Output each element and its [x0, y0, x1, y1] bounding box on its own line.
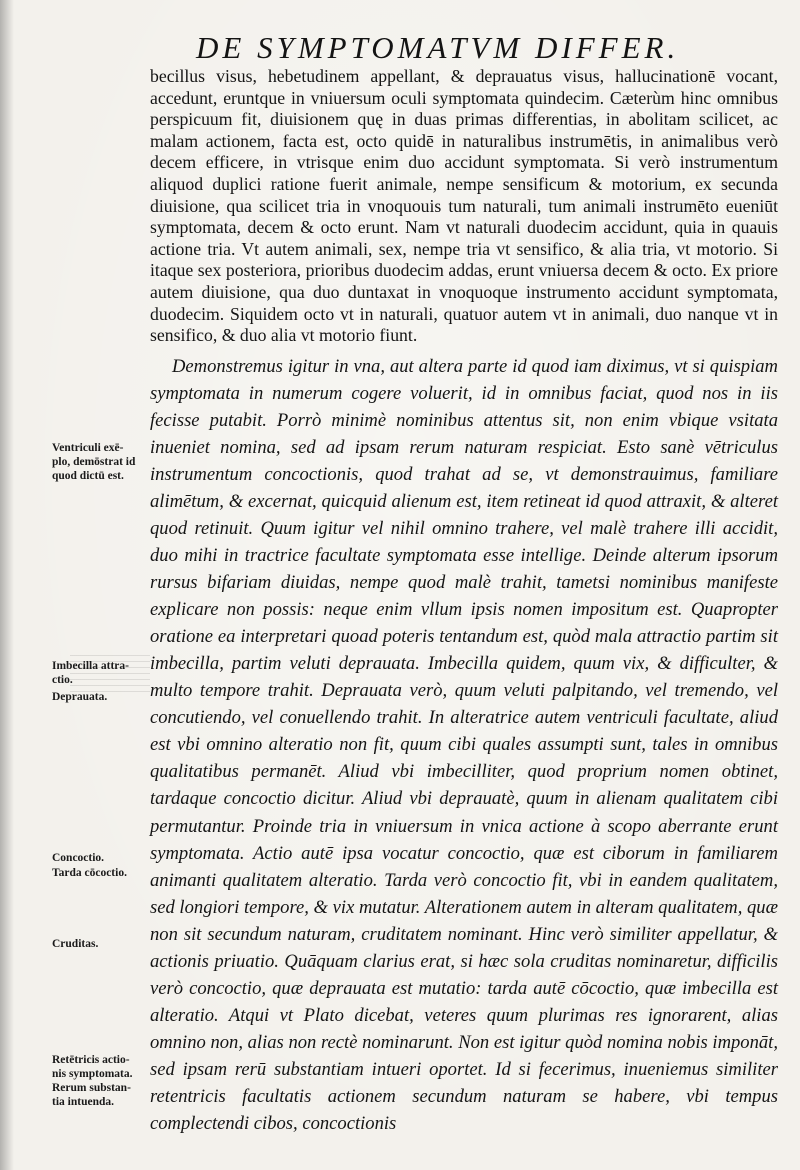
side-note-line: Rerum substan- [52, 1082, 131, 1094]
side-note-imbecilla-attractio [52, 659, 152, 687]
side-note-line: ctio. [52, 674, 73, 686]
main-text-column [150, 66, 778, 1137]
side-note-line: Tarda cōcoctio. [52, 867, 127, 879]
side-note-line: nis symptomata. [52, 1068, 133, 1080]
side-note-line: Cruditas. [52, 938, 99, 950]
side-note-tarda-concoctio [52, 866, 152, 880]
side-note-cruditas [52, 937, 152, 951]
paragraph-2: Demonstremus igitur in vna, aut altera parte id quod iam diximus, vt si quispiam symptomata in numerum cogere voluerit, id in omnibus faciat, quod nos in iis fecisse putabit. Porrò minimè nominibus attentus sit, non enim vbique vsitata inueniet nomina, sed ad ipsam rerum naturam respiciat. Esto sanè vētriculus instrumentum concoctionis, quod trahat ad se, vt demonstrauimus, familiare alimētum, & excernat, quicquid alienum est, item retineat id quod attraxit, & alteret quod retinuit. Quum igitur vel nihil omnino trahere, vel malè trahere illi accidit, duo mihi in tractrice facultate symptomata esse intellige. Deinde alterum ipsorum rursus bifariam diuidas, nempe quod malè trahit, tametsi nominibus manifeste explicare non possis: neque enim vllum ipsis nomen impositum est. Quapropter oratione ea interpretari quoad poteris tentandum est, quòd mala attractio partim sit imbecilla, partim veluti deprauata. Imbecilla quidem, quum vix, & difficulter, & multo tempore trahit. Deprauata verò, quum veluti palpitando, vel tremendo, vel concutiendo, vel conuellendo trahit. In alteratrice autem ventriculi facultate, aliud est vbi omnino alteratio non fit, quum cibi quales assumpti sunt, tales in omnibus qualitatibus permanēt. Aliud vbi imbecilliter, quod proprium nomen obtinet, tardaque concoctio dicitur. Aliud vbi deprauatè, quum in alienam qualitatem cibi permutantur. Proinde tria in vniuersum in vnica actione à scopo aberrante erunt symptomata. Actio autē ipsa vocatur concoctio, quæ est ciborum in familiarem animanti qualitatem alteratio. Tarda verò concoctio fit, vbi in eandem qualitatem, sed longiori tempore, & vix mutatur. Alterationem autem in alteram qualitatem, quæ non sit secundum naturam, cruditatem nominant. Hinc verò similiter appellatur, & actionis priuatio. Quāquam clarius erat, si hæc sola cruditas nominaretur, difficilis verò concoctio, quæ deprauata est mutatio: tarda autē cōcoctio, quæ imbecilla est alteratio. Atqui vt Plato dicebat, veteres quum plurimas res ignorarent, alias omnino non, alias non rectè nominarunt. Non est igitur quòd nomina nobis imponāt, sed ipsam rerū substantiam intueri oportet. Id si fecerimus, inueniemus similiter retentricis facultatis actionem secundum naturam se habere, vbi tempus complectendi cibos, concoctionis [150, 355, 779, 1135]
paragraph-1: becillus visus, hebetudinem appellant, & deprauatus visus, hallucinationē vocant, accedunt, eruntque in vniuersum oculi symptomata quindecim. Cæterùm hinc omnibus perspicuum fit, diuisionem quę in duas primas differentias, in abolitam scilicet, ac malam actionem, facta est, octo quidē in naturalibus instrumētis, in animalibus verò decem efficere, in vtrisque enim duo accidunt symptomata. Si verò instrumentum aliquod duplici ratione fuerit animale, nempe sensificum & motorium, ex secunda diuisione, qua scilicet tria in vnoquouis tum naturali, tum animali instrumēto eueniūt symptomata, decem & octo erunt. Nam vt naturali duodecim accidunt, quia in quauis actione tria. Vt autem animali, sex, nempe tria vt sensifico, & alia tria, vt motorio. Si itaque sex posteriora, prioribus duodecim addas, erunt vniuersa decem & octo. Ex priore autem diuisione, qua duo duntaxat in vnoquoque instrumento accidunt symptomata, duodecim. Siquidem octo vt in naturali, quatuor autem vt in animali, duo nanque vt in sensifico, & duo alia vt motorio fiunt. [150, 66, 778, 346]
side-note-line: quod dictū est. [52, 470, 124, 482]
side-note-ventriculi [52, 441, 152, 483]
side-note-rerum-substantia [52, 1081, 152, 1109]
side-note-retentricis [52, 1053, 152, 1081]
side-note-line: Deprauata. [52, 691, 108, 703]
side-note-line: Imbecilla attra- [52, 660, 129, 672]
side-note-line: plo, demōstrat id [52, 456, 136, 468]
side-note-line: Retētricis actio- [52, 1054, 130, 1066]
side-note-line: Concoctio. [52, 852, 105, 864]
side-note-line: tia intuenda. [52, 1096, 114, 1108]
page-gutter-shadow [0, 0, 14, 1170]
running-head: DE SYMPTOMATVM DIFFER. [196, 30, 680, 65]
side-note-deprauata [52, 690, 152, 704]
side-note-concoctio [52, 851, 152, 865]
side-note-line: Ventriculi exē- [52, 442, 124, 454]
